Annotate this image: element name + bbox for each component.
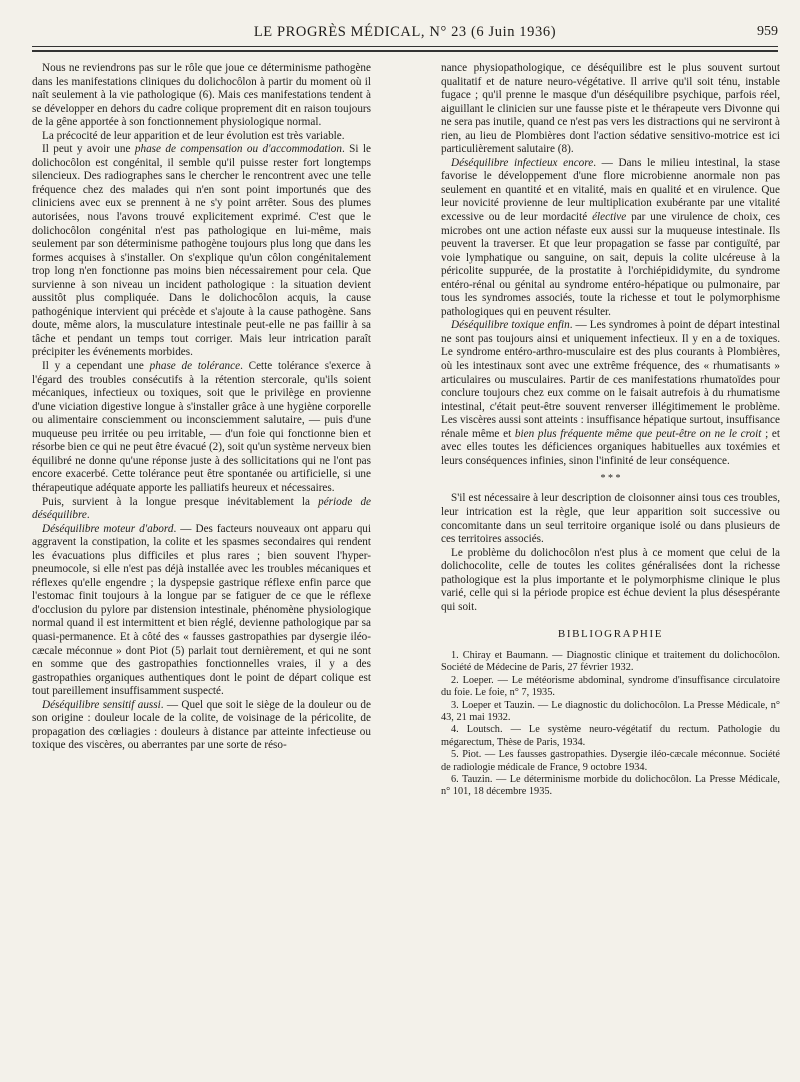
bibliography-entry: 2. Loeper. — Le météorisme abdominal, syndrome d'insuffisance circulatoire du foie. Le foie, n° 7, 1935. bbox=[441, 674, 780, 699]
paragraph: Déséquilibre sensitif aussi. — Quel que soit le siège de la douleur ou de son origine : douleur locale de la colite, de voisinage de la péricolite, de propagation des cœliagies : douleurs à distance par atteinte infectieuse ou toxique des viscères, ou aberrantes par une sorte de réso- bbox=[32, 698, 371, 752]
bibliography-entry: 6. Tauzin. — Le déterminisme morbide du dolichocôlon. La Presse Médicale, n° 101, 18 décembre 1935. bbox=[441, 773, 780, 798]
section-separator: * * * bbox=[600, 473, 621, 485]
paragraph: Nous ne reviendrons pas sur le rôle que joue ce déterminisme pathogène dans les manifestations cliniques du dolichocôlon à partir du moment où il naît seulement à la vie pathologique (6). Mais ces manifestations tendent à se développer en dehors du cadre colique proprement dit en raison toujours de la gêne apportée à son fonctionnement physiologique normal. bbox=[32, 62, 371, 129]
running-head: LE PROGRÈS MÉDICAL, N° 23 (6 Juin 1936) bbox=[253, 24, 557, 40]
bibliography-entry: 4. Loutsch. — Le système neuro-végétatif du rectum. Pathologie du mégarectum, Thèse de Paris, 1934. bbox=[441, 724, 780, 748]
bibliography-list bbox=[441, 650, 780, 799]
paragraph: Puis, survient à la longue presque inévitablement la période de déséquilibre. bbox=[32, 495, 372, 522]
paragraph: La précocité de leur apparition et de leur évolution est très variable. bbox=[42, 129, 345, 142]
page-number: 959 bbox=[757, 24, 778, 39]
paragraph: Il y a cependant une phase de tolérance. Cette tolérance s'exerce à l'égard des troubles consécutifs à la rétention stercorale, qu'ils soient mécaniques, infectieux ou toxiques, soit que le privilège en provienne d'une viciation digestive longue à s'installer grâce à une hygiène corporelle ou alimentaire consciemment ou inconsciemment salutaire, — puis d'une muqueuse peu irritée ou peu irritable, — d'un foie qui fonctionne bien et résorbe bien ce qui ne peut être évacué (2), soit qu'un système nerveux bien équilibré ne donne qu'une réponse juste à des sollicitations qui ne l'ont pas encore exacerbé. Cette tolérance peut être spontanée ou artificielle, si une thérapeutique adéquate apporte les palliatifs heureux et nécessaires. bbox=[32, 360, 371, 494]
page-header bbox=[32, 20, 778, 44]
paragraph: nance physiopathologique, ce déséquilibre est le plus souvent surtout qualitatif et de nature neuro-végétative. Il arrive qu'il soit ténu, instable fugace ; qu'il prenne le masque d'un déséquilibre psychique, parfois réel, aiguillant le clinicien sur une fausse piste et le thérapeute vers Divonne qui ne sera pas inutile, quand ce n'est pas vers les distractions qui ne serviront à rien, au lieu de Plombières dont l'action sédative sensitivo-motrice est ici particulièrement salutaire (8). bbox=[441, 62, 780, 156]
paragraph: Déséquilibre infectieux encore. — Dans le milieu intestinal, la stase favorise le développement d'une flore microbienne anormale non pas seulement en quantité et en vitalité, mais en qualité et en virulence. Que leur novicité provienne de leur multiplication exubérante par une vitalité excessive ou de leur mordacité élective par une virulence de choix, ces microbes ont une action néfaste eux aussi sur la muqueuse intestinale. Ils peuvent la traverser. Et que leur propagation se fasse par contiguïté, par voie lymphatique ou sanguine, on sait, depuis la colite ulcéreuse à la péricolite suppurée, de la prostatite à l'orchiépididymite, du syndrome entéro-rénal ou génital au syndrome entéro-hépatique ou pulmonaire, par tous les syndromes associés, toute la richesse et tout le polymorphisme pathologiques qui en peuvent résulter. bbox=[441, 156, 780, 318]
article-body bbox=[32, 62, 780, 799]
header-rule-thick bbox=[32, 50, 778, 52]
paragraph: Déséquilibre moteur d'abord. — Des facteurs nouveaux ont apparu qui aggravent la constipation, la colite et les spasmes secondaires qui rendent les évacuations plus difficiles et plus rares ; bien souvent l'hyper-pneumocole, si elle n'est pas déjà installée avec les troubles mécaniques et réflexes qu'elle engendre ; la dyspepsie gastrique réflexe enfin parce que l'estomac finit toujours à la longue par se fatiguer de ce que le réflexe d'occlusion du pylore par distension intestinale, phénomène physiologique normal quand il est intermittent et bien réglé, devienne pathologique par sa quasi-permanence. Et à côté des « fausses gastropathies par dysergie iléo-cæcale méconnue » dont Piot (5) parlait tout dernièrement, et qui ne sont en somme que des gastropathies fonctionnelles vraies, il y a des gastropathies organiques authentiques dont le point de départ colique est tout pareillement insuffisamment suspecté. bbox=[32, 522, 371, 698]
paragraph: Le problème du dolichocôlon n'est plus à ce moment que celui de la dolichocolite, celle de toutes les colites généralisées dont la richesse pathologique est la plus importante et le polymorphisme clinique le plus varié, celle qui si la période propice est échue devient la plus désespérante qui soit. bbox=[441, 546, 780, 613]
bibliography-entry: 1. Chiray et Baumann. — Diagnostic clinique et traitement du dolichocôlon. Société de Médecine de Paris, 27 février 1932. bbox=[441, 649, 780, 674]
bibliography-entry: 3. Loeper et Tauzin. — Le diagnostic du dolichocôlon. La Presse Médicale, n° 43, 21 mai 1932. bbox=[441, 699, 780, 723]
header-rule bbox=[32, 46, 778, 47]
paragraph: Déséquilibre toxique enfin. — Les syndromes à point de départ intestinal ne sont pas toujours ainsi et uniquement infectieux. Il y en a de toxiques. Le syndrome entéro-arthro-musculaire est des plus courants à Plombières, où les intestinaux sont avec une extrême fréquence, des « rhumatisants » articulaires ou musculaires. Partir de ces manifestations rhumatoïdes pour conclure toujours chez eux comme on le faisait autrefois à du rhumatisme intestinal, c'était peut-être souvent renverser illégitimement le problème. Les viscères aussi sont atteints : insuffisance hépatique surtout, insuffisance rénale même et bien plus fréquente même que peut-être on ne le croit ; et avec elles toutes les déficiences organiques habituelles aux toxémies et leurs conséquences infinies, sinon l'infinité de leur conséquence. bbox=[441, 319, 781, 467]
paragraph: Il peut y avoir une phase de compensation ou d'accommodation. Si le dolichocôlon est congénital, il semble qu'il puisse rester fort longtemps silencieux. Des radiographes sans le chercher le rencontrent avec une telle fréquence chez des malades qui n'en sont point importunés que des cliniciens avec eux se prennent à ne s'y point arrêter. Sous des plumes autorisées, nous l'avons trouvé explicitement exprimé. C'est que le dolichocôlon congénital n'est pas pathologique en lui-même, mais seulement par son déterminisme pathogène toujours plus long que dans les formes acquises à s'installer. On s'explique qu'un côlon congénitalement trop long n'en fonctionne pas moins bien nécessairement pour cela. Que survienne à son niveau un incident pathologique : la situation devient aussitôt plus compliquée. Dans le dolichocôlon acquis, la cause pathogénique intervient qui précède et s'ajoute à la cause pathogène. Sans doute, même alors, la musculature intestinale peut-elle ne pas faillir à sa tâche et pendant un temps tout corriger. Mais leur intrication paraît précipiter les événements morbides. bbox=[32, 143, 371, 359]
right-column bbox=[441, 62, 780, 799]
bibliography-title: BIBLIOGRAPHIE bbox=[557, 628, 664, 641]
paragraph: S'il est nécessaire à leur description de cloisonner ainsi tous ces troubles, leur intrication est la règle, que leur apparition soit successive ou concomitante dans un seul territoire organique isolé ou dans plusieurs de ces territoires associés. bbox=[441, 492, 780, 546]
left-column bbox=[32, 62, 371, 799]
bibliography-entry: 5. Piot. — Les fausses gastropathies. Dysergie iléo-cæcale méconnue. Société de radiologie médicale de France, 9 octobre 1934. bbox=[441, 749, 780, 773]
